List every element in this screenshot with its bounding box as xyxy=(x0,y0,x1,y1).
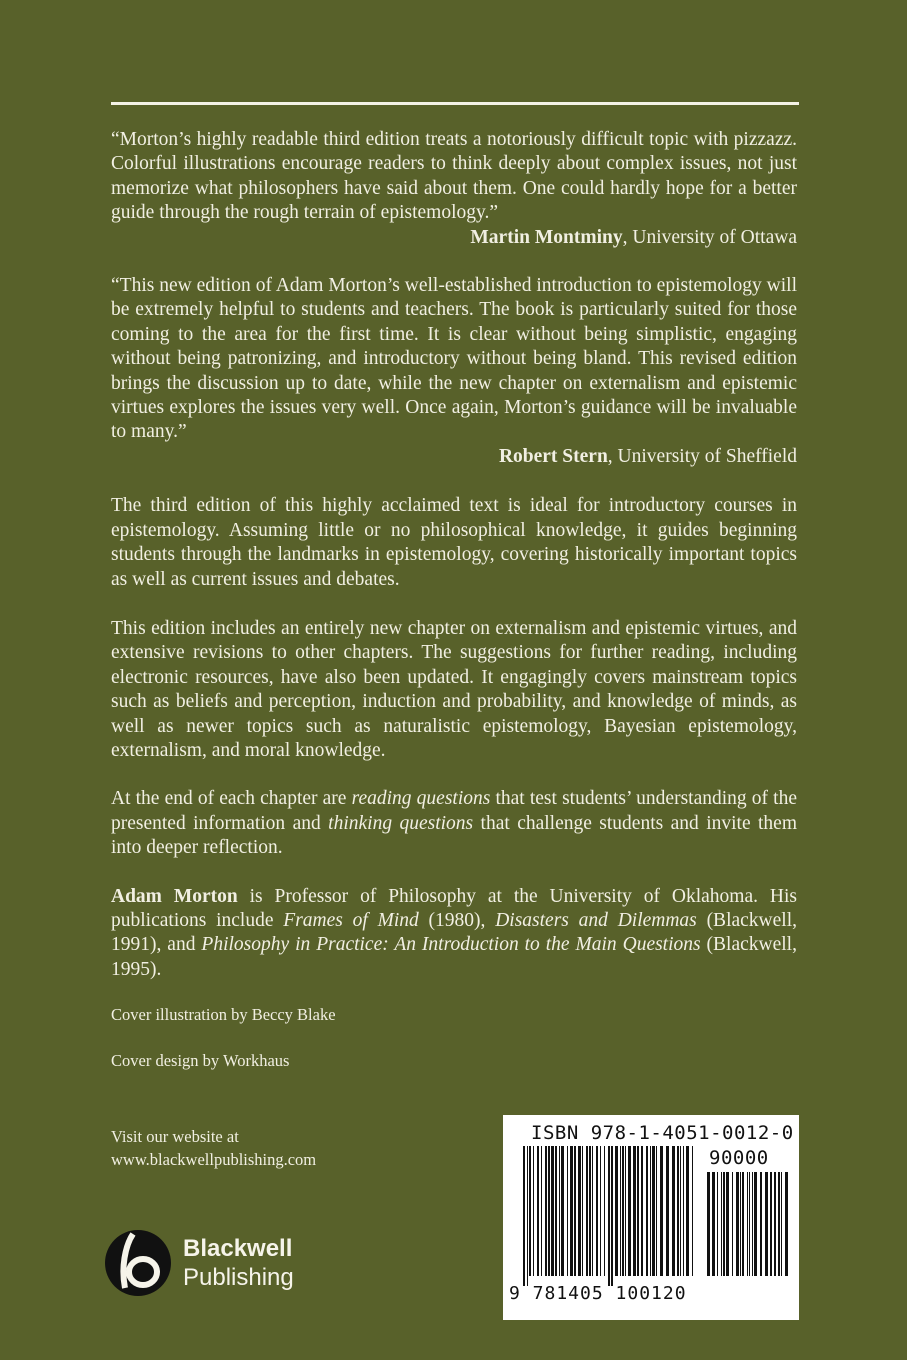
isbn-number: ISBN 978-1-4051-0012-0 xyxy=(531,1122,794,1144)
barcode-bar xyxy=(541,1146,542,1276)
book-title: Disasters and Dilemmas xyxy=(495,909,697,931)
barcode-bar xyxy=(551,1146,554,1276)
barcode-bar xyxy=(615,1146,618,1276)
barcode-bar xyxy=(545,1146,547,1276)
barcode-bar xyxy=(625,1146,626,1276)
book-title: Philosophy in Practice: An Introduction to the Main Questions xyxy=(201,934,701,956)
barcode-bar xyxy=(736,1172,739,1276)
attribution-name: Robert Stern xyxy=(498,445,608,467)
barcode-bar xyxy=(537,1146,539,1276)
barcode-bar xyxy=(527,1146,528,1286)
barcode-bar xyxy=(732,1172,733,1276)
blackwell-b-icon xyxy=(103,1228,173,1298)
barcode-bar xyxy=(592,1146,593,1276)
back-cover-text xyxy=(111,128,797,1072)
barcode-bar xyxy=(548,1146,550,1276)
barcode-bar xyxy=(559,1146,560,1276)
barcode-bar xyxy=(712,1172,715,1276)
description-paragraph-3: At the end of each chapter are reading questions that test students’ understanding of the presented information and thinking questions that challenge students and invite them into deeper reflection. xyxy=(111,788,798,859)
isbn-barcode xyxy=(503,1115,799,1320)
barcode-bar xyxy=(765,1172,768,1276)
barcode-bar xyxy=(570,1146,573,1276)
barcode-bar xyxy=(760,1172,762,1276)
attribution-affiliation: , University of Sheffield xyxy=(607,445,797,467)
barcode-bar xyxy=(633,1146,636,1276)
publisher-name-line2: Publishing xyxy=(183,1264,294,1291)
barcode-bar xyxy=(723,1172,725,1276)
website-block xyxy=(111,1125,316,1171)
attribution-stern xyxy=(111,445,797,469)
barcode-bar xyxy=(641,1146,643,1276)
book-title: Frames of Mind xyxy=(283,909,419,931)
attribution-montminy xyxy=(111,226,797,250)
barcode-bar xyxy=(752,1172,753,1276)
barcode-bar xyxy=(650,1146,651,1276)
barcode-bar xyxy=(622,1146,624,1276)
barcode-bar xyxy=(555,1146,557,1276)
barcode-bar xyxy=(717,1172,718,1276)
description-paragraph-1: The third edition of this highly acclaimed text is ideal for introductory courses in epistemology. Assuming little or no philosophical knowledge, it guides beginning students through the landmarks in epistemology, covering historically important topics as well as current issues and debates. xyxy=(111,495,797,590)
top-rule xyxy=(111,102,799,105)
barcode-bar xyxy=(686,1146,689,1276)
barcode-bar xyxy=(628,1146,631,1276)
barcode-bar xyxy=(652,1146,655,1276)
barcode-bar xyxy=(749,1172,750,1276)
author-name: Adam Morton xyxy=(111,885,238,907)
term-reading-questions: reading questions xyxy=(351,788,491,810)
barcode-bar xyxy=(589,1146,591,1276)
barcode-bar xyxy=(747,1172,748,1276)
barcode-bar xyxy=(680,1146,681,1276)
barcode-bar xyxy=(596,1146,598,1276)
price-code: 90000 xyxy=(709,1147,769,1169)
website-url[interactable]: www.blackwellpublishing.com xyxy=(111,1150,317,1169)
barcode-bar xyxy=(672,1146,675,1276)
barcode-bar xyxy=(656,1146,657,1276)
barcode-bar xyxy=(586,1146,588,1276)
barcode-bar xyxy=(778,1172,780,1276)
barcode-bar xyxy=(692,1146,693,1276)
quote-stern: “This new edition of Adam Morton’s well-established introduction to epistemology will be extremely helpful to students and teachers. The book is particularly suited for those coming to the area for the first time. It is clear without being simplistic, engaging without being patronizing, and introductory without being bland. This revised edition brings the discussion up to date, while the new chapter on externalism and epistemic virtues explores the issues very well. Once again, Morton’s guidance will be invaluable to many.” xyxy=(111,275,797,443)
publisher-name-line1: Blackwell xyxy=(183,1235,293,1262)
barcode-bar xyxy=(604,1146,605,1276)
barcode-bar xyxy=(578,1146,581,1276)
author-bio: Adam Morton is Professor of Philosophy at the University of Oklahoma. His publications include Frames of Mind (1980), Disasters and Dilemmas (Blackwell, 1991), and Philosophy in Practice: An Introduction to the Main Questions (Blackwell, 1995). xyxy=(111,885,797,980)
barcode-bar xyxy=(683,1146,684,1276)
barcode-bar xyxy=(707,1172,710,1276)
ean-barcode-bars xyxy=(523,1146,697,1286)
barcode-digits: 9 781405 100120 xyxy=(509,1283,687,1304)
website-label: Visit our website at xyxy=(111,1127,239,1146)
barcode-bar xyxy=(523,1146,525,1286)
barcode-bar xyxy=(740,1172,741,1276)
barcode-bar xyxy=(529,1146,531,1276)
barcode-bar xyxy=(533,1146,534,1276)
barcode-bar xyxy=(774,1172,776,1276)
attribution-name: Martin Montminy xyxy=(470,226,623,248)
barcode-bar xyxy=(567,1146,568,1276)
barcode-bar xyxy=(637,1146,639,1276)
barcode-bar xyxy=(666,1146,669,1276)
publisher-logo xyxy=(103,1228,294,1298)
barcode-bar xyxy=(754,1172,757,1276)
barcode-bar xyxy=(726,1172,729,1276)
barcode-bar xyxy=(646,1146,648,1276)
quote-montminy: “Morton’s highly readable third edition treats a notoriously difficult topic with pizzazz. Colorful illustrations encourage readers to think deeply about complex issues, not just memorize what philosophers have said about them. One could hardly hope for a better guide through the rough terrain of epistemology.” xyxy=(111,129,797,224)
barcode-bar xyxy=(742,1172,744,1276)
barcode-bar xyxy=(574,1146,576,1276)
barcode-bar xyxy=(600,1146,601,1276)
barcode-bar xyxy=(721,1172,722,1276)
term-thinking-questions: thinking questions xyxy=(328,812,474,834)
barcode-bar xyxy=(611,1146,613,1286)
publisher-name xyxy=(183,1234,294,1292)
barcode-bar xyxy=(677,1146,679,1276)
addon-barcode-bars xyxy=(707,1172,789,1286)
attribution-affiliation: , University of Ottawa xyxy=(622,226,797,248)
barcode-bar xyxy=(785,1172,788,1276)
barcode-bar xyxy=(608,1146,610,1286)
barcode-bar xyxy=(620,1146,621,1276)
illustration-credit: Cover illustration by Beccy Blake xyxy=(111,1005,336,1025)
barcode-bar xyxy=(660,1146,663,1276)
barcode-bar xyxy=(561,1146,564,1276)
barcode-bar xyxy=(582,1146,583,1276)
description-paragraph-2: This edition includes an entirely new chapter on externalism and epistemic virtues, and extensive revisions to other chapters. The suggestions for further reading, including electronic resources, have also been updated. It engagingly covers mainstream topics such as beliefs and perception, induction and probability, and knowledge of minds, as well as newer topics such as naturalistic epistemology, Bayesian epistemology, externalism, and moral knowledge. xyxy=(111,617,797,761)
barcode-bar xyxy=(770,1172,772,1276)
design-credit: Cover design by Workhaus xyxy=(111,1051,290,1071)
barcode-bar xyxy=(781,1172,782,1276)
